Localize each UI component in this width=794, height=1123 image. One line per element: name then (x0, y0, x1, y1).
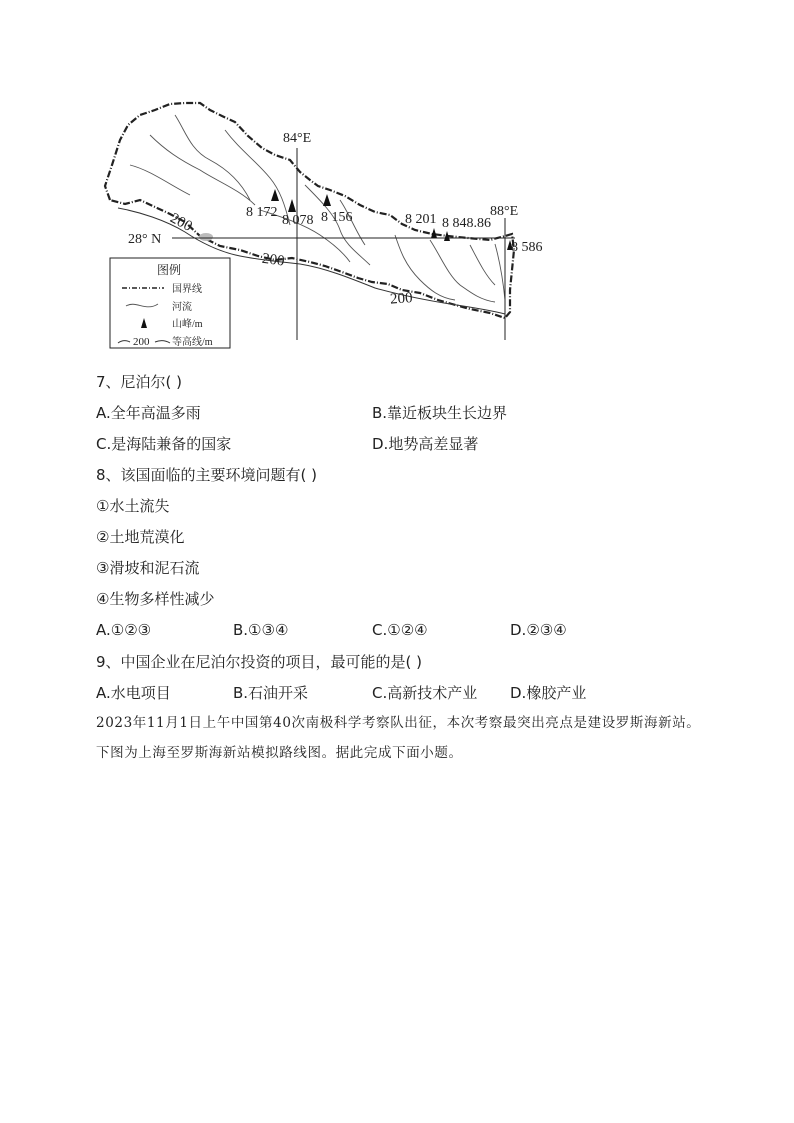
q8-stem: 8、该国面临的主要环境问题有( ) (96, 466, 318, 484)
q9-option-a[interactable]: A.水电项目 (96, 684, 171, 702)
peak-icon (431, 228, 437, 238)
peak-icon (288, 199, 296, 212)
contour-label: 200 (389, 290, 414, 308)
q8-item-2: ②土地荒漠化 (96, 528, 185, 546)
q9-option-d[interactable]: D.橡胶产业 (510, 684, 587, 702)
q8-option-a[interactable]: A.①②③ (96, 621, 152, 639)
q7-option-a[interactable]: A.全年高温多雨 (96, 404, 201, 422)
q8-item-1: ①水土流失 (96, 497, 170, 515)
q8-option-c[interactable]: C.①②④ (372, 621, 428, 639)
q7-option-d[interactable]: D.地势高差显著 (372, 435, 479, 453)
legend-contour-value: 200 (133, 336, 150, 348)
q9-stem: 9、中国企业在尼泊尔投资的项目，最可能的是( ) (96, 653, 423, 671)
peak-label: 8 848.86 (442, 216, 491, 231)
q8-option-b[interactable]: B.①③④ (233, 621, 289, 639)
contour-label: 200 (167, 210, 195, 235)
lon-88-label: 88°E (490, 204, 519, 219)
passage-text: 2023年11月1日上午中国第40次南极科学考察队出征，本次考察最突出亮点是建设罗斯海新站。下图为上海至罗斯海新站模拟路线图。据此完成下面小题。 (96, 715, 701, 761)
peak-label: 8 156 (321, 210, 353, 225)
q8-item-3: ③滑坡和泥石流 (96, 559, 200, 577)
peak-label: 8 586 (511, 240, 543, 255)
lake (199, 233, 213, 241)
q7-option-c[interactable]: C.是海陆兼备的国家 (96, 435, 232, 453)
peak-icon (323, 194, 331, 206)
peak-label: 8 078 (282, 213, 314, 228)
peak-icon (271, 189, 279, 201)
legend-contour: 等高线/m (172, 337, 213, 348)
peak-label: 8 172 (246, 205, 278, 220)
legend-peak: 山峰/m (172, 319, 203, 330)
peak-label: 8 201 (405, 212, 437, 227)
q7-stem: 7、尼泊尔( ) (96, 373, 183, 391)
lat-28-label: 28° N (128, 232, 162, 247)
lon-84-label: 84°E (283, 131, 312, 146)
q7-option-b[interactable]: B.靠近板块生长边界 (372, 404, 508, 422)
legend-border: 国界线 (172, 284, 202, 295)
legend-river: 河流 (172, 302, 192, 313)
q8-option-d[interactable]: D.②③④ (510, 621, 567, 639)
nepal-map (0, 0, 794, 360)
q9-option-b[interactable]: B.石油开采 (233, 684, 309, 702)
legend-title: 图例 (157, 263, 182, 277)
contour-label: 200 (260, 250, 286, 270)
map-legend (110, 258, 230, 348)
q8-item-4: ④生物多样性减少 (96, 590, 215, 608)
q9-option-c[interactable]: C.高新技术产业 (372, 684, 478, 702)
